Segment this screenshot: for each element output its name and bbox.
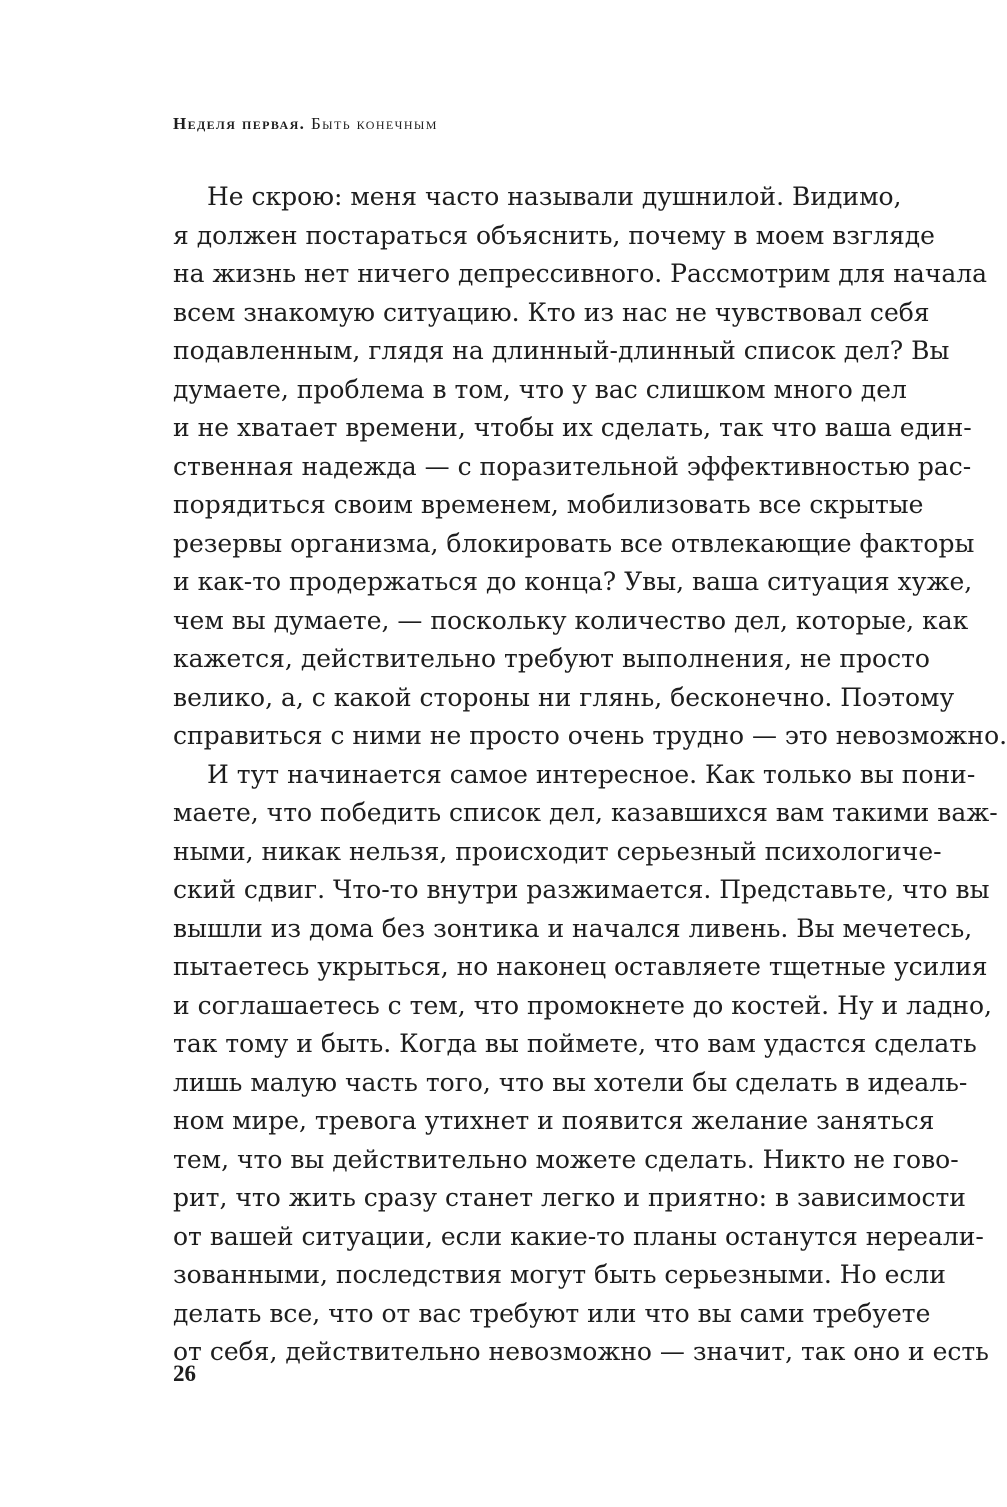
text-line: чем вы думаете, — поскольку количество дел, которые, как — [173, 605, 969, 635]
text-line: пытаетесь укрыться, но наконец оставляете тщетные усилия — [173, 952, 988, 981]
text-line: от вашей ситуации, если какие-то планы останутся нереали- — [173, 1221, 984, 1251]
text-line: рит, что жить сразу станет легко и приятно: в зависимости — [173, 1183, 966, 1212]
text-line: Не скрою: меня часто называли душнилой. Видимо, — [207, 182, 902, 211]
text-line: велико, а, с какой стороны ни глянь, бесконечно. Поэтому — [173, 682, 955, 712]
text-line: порядиться своим временем, мобилизовать все скрытые — [173, 490, 924, 519]
text-line: всем знакомую ситуацию. Кто из нас не чувствовал себя — [173, 297, 930, 327]
text-line: думаете, проблема в том, что у вас слишком много дел — [173, 374, 907, 404]
text-line: ными, никак нельзя, происходит серьезный психологиче- — [173, 836, 942, 866]
body-text — [173, 178, 1007, 1372]
text-line: резервы организма, блокировать все отвлекающие факторы — [173, 528, 975, 558]
running-head-title: Быть конечным — [310, 114, 438, 133]
text-line: зованными, последствия могут быть серьезными. Но если — [173, 1260, 946, 1289]
paragraph-2 — [173, 756, 998, 1372]
text-line: и не хватает времени, чтобы их сделать, так что ваша един- — [173, 413, 972, 442]
text-line: и соглашаетесь с тем, что промокнете до костей. Ну и ладно, — [173, 990, 992, 1020]
text-line: маете, что победить список дел, казавшихся вам такими важ- — [173, 798, 998, 827]
text-line: ский сдвиг. Что-то внутри разжимается. Представьте, что вы — [173, 875, 990, 904]
text-line: лишь малую часть того, что вы хотели бы сделать в идеаль- — [173, 1067, 968, 1097]
running-head-chapter: Неделя первая. — [173, 114, 306, 133]
text-line: вышли из дома без зонтика и начался ливень. Вы мечетесь, — [173, 913, 973, 943]
paragraph-1 — [173, 178, 1007, 756]
text-line: на жизнь нет ничего депрессивного. Рассмотрим для начала — [173, 259, 988, 288]
text-line: ном мире, тревога утихнет и появится желание заняться — [173, 1106, 935, 1135]
text-line: так тому и быть. Когда вы поймете, что вам удастся сделать — [173, 1029, 977, 1058]
text-line: подавленным, глядя на длинный-длинный список дел? Вы — [173, 336, 950, 365]
text-line: кажется, действительно требуют выполнения, не просто — [173, 644, 930, 673]
text-line: справиться с ними не просто очень трудно — это невозможно. — [173, 721, 1007, 750]
text-line: делать все, что от вас требуют или что вы сами требуете — [173, 1298, 931, 1328]
text-line: тем, что вы действительно можете сделать. Никто не гово- — [173, 1144, 959, 1174]
page-number: 26 — [173, 1361, 196, 1386]
text-line: ственная надежда — с поразительной эффективностью рас- — [173, 451, 972, 481]
text-line: от себя, действительно невозможно — значит, так оно и есть — [173, 1337, 989, 1366]
text-line: И тут начинается самое интересное. Как только вы пони- — [207, 759, 976, 789]
running-head — [173, 114, 438, 134]
text-line: я должен постараться объяснить, почему в моем взгляде — [173, 220, 935, 250]
paragraphs — [173, 178, 1007, 1372]
text-line: и как-то продержаться до конца? Увы, ваша ситуация хуже, — [173, 567, 973, 596]
